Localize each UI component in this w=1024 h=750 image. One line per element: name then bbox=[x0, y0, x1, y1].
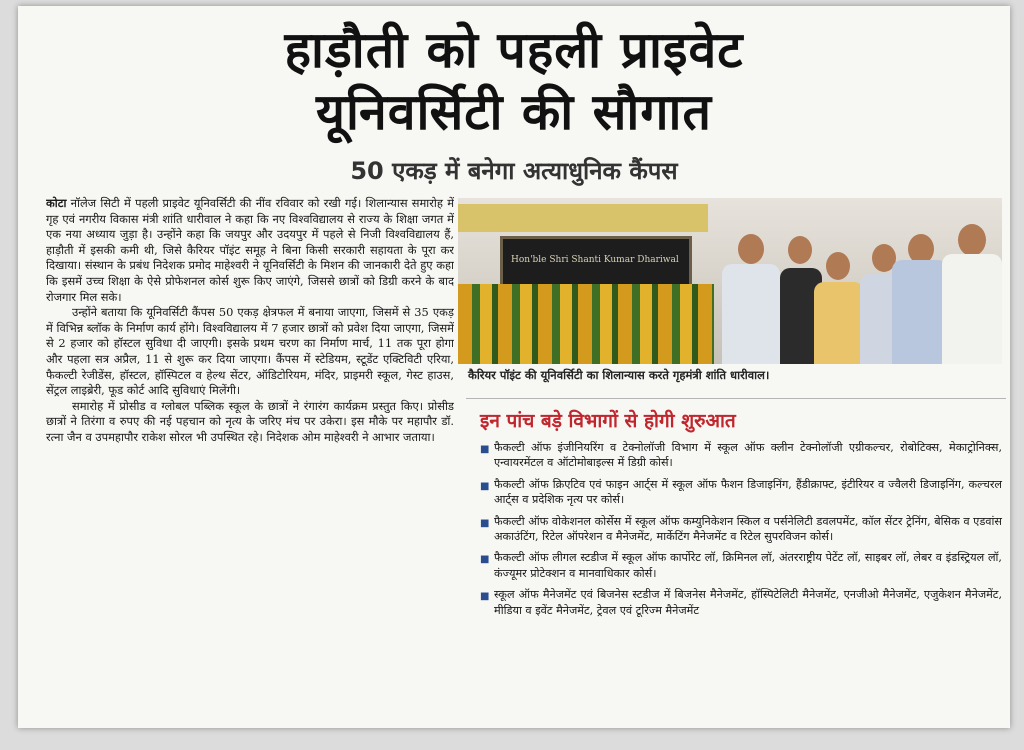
list-item-text: फैकल्टी ऑफ क्रिएटिव एवं फाइन आर्ट्स में स्कूल ऑफ फैशन डिजाइनिंग, हैंडीक्राफ्ट, इंटीरियर व ज्वैलरी डिजाइनिंग, कल्चरल आर्ट्स व प्रदेशिक नृत्य पर कोर्स। bbox=[494, 477, 1002, 507]
article-body bbox=[46, 196, 454, 711]
article-paragraph bbox=[46, 196, 454, 305]
headline-line-2: यूनिवर्सिटी की सौगात bbox=[316, 83, 712, 141]
article-paragraph: समारोह में प्रोसीड व ग्लोबल पब्लिक स्कूल के छात्रों ने रंगारंग कार्यक्रम प्रस्तुत किए। प्रोसीड छात्रों ने तिरंगा व रुपए की नई पहचान को नृत्य के जरिए मंच पर उकेरा। इस मौके पर महापौर डॉ. रत्ना जैन व उपमहापौर राकेश सोरल भी उपस्थित रहे। निदेशक ओम माहेश्वरी ने आभार जताया। bbox=[46, 398, 454, 444]
bullet-icon: ■ bbox=[480, 517, 490, 529]
list-item bbox=[480, 587, 1002, 618]
newspaper-clipping bbox=[18, 6, 1010, 728]
article-paragraph-text: नॉलेज सिटी में पहली प्राइवेट यूनिवर्सिटी की नींव रविवार को रखी गई। शिलान्यास समारोह में गृह एवं नगरीय विकास मंत्री शांति धारीवाल ने कहा कि नए विश्वविद्यालय से राज्य के शिक्षा जगत में एक नया अध्याय जुड़ा है। उन्होंने कहा कि जयपुर और उदयपुर में पहले से निजी विश्वविद्यालय हैं, हाड़ौती में इसकी कमी थी, जिसे कैरियर पॉइंट समूह ने बिना किसी सरकारी सहायता के पूरा कर दिखाया। संस्थान के प्रबंध निदेशक प्रमोद माहेश्वरी ने यूनिवर्सिटी के मिशन की जानकारी देते हुए कहा कि इसमें उच्च शिक्षा के ऐसे प्रोफेशनल कोर्स शुरू किए जाएंगे, जिससे छात्रों को डिग्री करने के बाद रोजगार मिल सके। bbox=[46, 196, 454, 304]
headline-line-1: हाड़ौती को पहली प्राइवेट bbox=[284, 21, 744, 79]
plaque-text: Hon'ble Shri Shanti Kumar Dhariwal bbox=[511, 255, 679, 265]
bullet-icon: ■ bbox=[480, 554, 490, 566]
subheadline: 50 एकड़ में बनेगा अत्याधुनिक कैंपस bbox=[350, 157, 678, 185]
divider bbox=[466, 398, 1006, 399]
list-item-text: फैकल्टी ऑफ लीगल स्टडीज में स्कूल ऑफ कार्पोरेट लॉ, क्रिमिनल लॉ, अंतरराष्ट्रीय पेटेंट लॉ, साइबर लॉ, लेबर व इंडस्ट्रियल लॉ, कंज्यूमर प्रोटेक्शन व मानवाधिकार कोर्स। bbox=[494, 551, 1002, 580]
bullet-icon: ■ bbox=[480, 444, 490, 455]
list-item-text: स्कूल ऑफ मैनेजमेंट एवं बिजनेस स्टडीज में बिजनेस मैनेजमेंट, हॉस्पिटेलिटी मैनेजमेंट, एनजीओ मैनेजमेंट, एजुकेशन मैनेजमेंट, मीडिया व इवेंट मैनेजमेंट, ट्रेवल एवं टूरिज्म मैनेजमेंट bbox=[494, 588, 1002, 617]
list-item-text: फैकल्टी ऑफ इंजीनियरिंग व टेक्नोलॉजी विभाग में स्कूल ऑफ क्लीन टेक्नोलॉजी एग्रीकल्चर, रोबोटिक्स, मेकाट्रोनिक्स, एन्वायरमेंटल व ऑटोमोबाइल्स में डिग्री कोर्स। bbox=[494, 441, 1002, 470]
article-paragraph: उन्होंने बताया कि यूनिवर्सिटी कैंपस 50 एकड़ क्षेत्रफल में बनाया जाएगा, जिसमें से 35 एकड़ में विभिन्न ब्लॉक के निर्माण कार्य होंगे। विश्वविद्यालय में 7 हजार छात्रों को प्रवेश दिया जाएगा, जिसमें से 2 हजार को हॉस्टल सुविधा दी जाएगी। इसके प्रथम चरण का निर्माण मार्च, 11 तक पूरा होगा और पहला सत्र अप्रैल, 11 से शुरू कर दिया जाएगा। कैंपस में स्टेडियम, स्टूडेंट एक्टिविटी एरिया, फैकल्टी रेजीडेंस, हॉस्टल, हॉस्पिटल व हेल्थ सेंटर, ऑडिटोरियम, मंदिर, प्राइमरी स्कूल, गेस्ट हाउस, सेंट्रल लाइब्रेरी, फूड कोर्ट आदि सुविधाएं मिलेंगी। bbox=[46, 305, 454, 398]
bullet-icon: ■ bbox=[480, 591, 490, 603]
departments-box-title: इन पांच बड़े विभागों से होगी शुरुआत bbox=[480, 410, 736, 432]
departments-list bbox=[480, 440, 1002, 624]
photo-banner bbox=[458, 204, 708, 232]
list-item bbox=[480, 477, 1002, 508]
photo-caption: कैरियर पॉइंट की यूनिवर्सिटी का शिलान्यास करते गृहमंत्री शांति धारीवाल। bbox=[468, 368, 770, 382]
person-figure bbox=[940, 214, 1002, 364]
bullet-icon: ■ bbox=[480, 480, 490, 492]
flower-garland bbox=[458, 284, 714, 364]
list-item bbox=[480, 440, 1002, 471]
dateline: कोटा bbox=[46, 196, 67, 210]
list-item-text: फैकल्टी ऑफ वोकेशनल कोर्सेस में स्कूल ऑफ कम्युनिकेशन स्किल व पर्सनेलिटी डवलपमेंट, कॉल सेंटर ट्रेनिंग, बेसिक व एडवांस अकाउंटिंग, रिटेल ऑपरेशन व मैनेजमेंट, मार्केटिंग मैनेजमेंट व रिटेल सुपरविजन कोर्स। bbox=[494, 514, 1002, 544]
list-item bbox=[480, 514, 1002, 545]
list-item bbox=[480, 550, 1002, 581]
ceremony-photo bbox=[458, 198, 1002, 364]
